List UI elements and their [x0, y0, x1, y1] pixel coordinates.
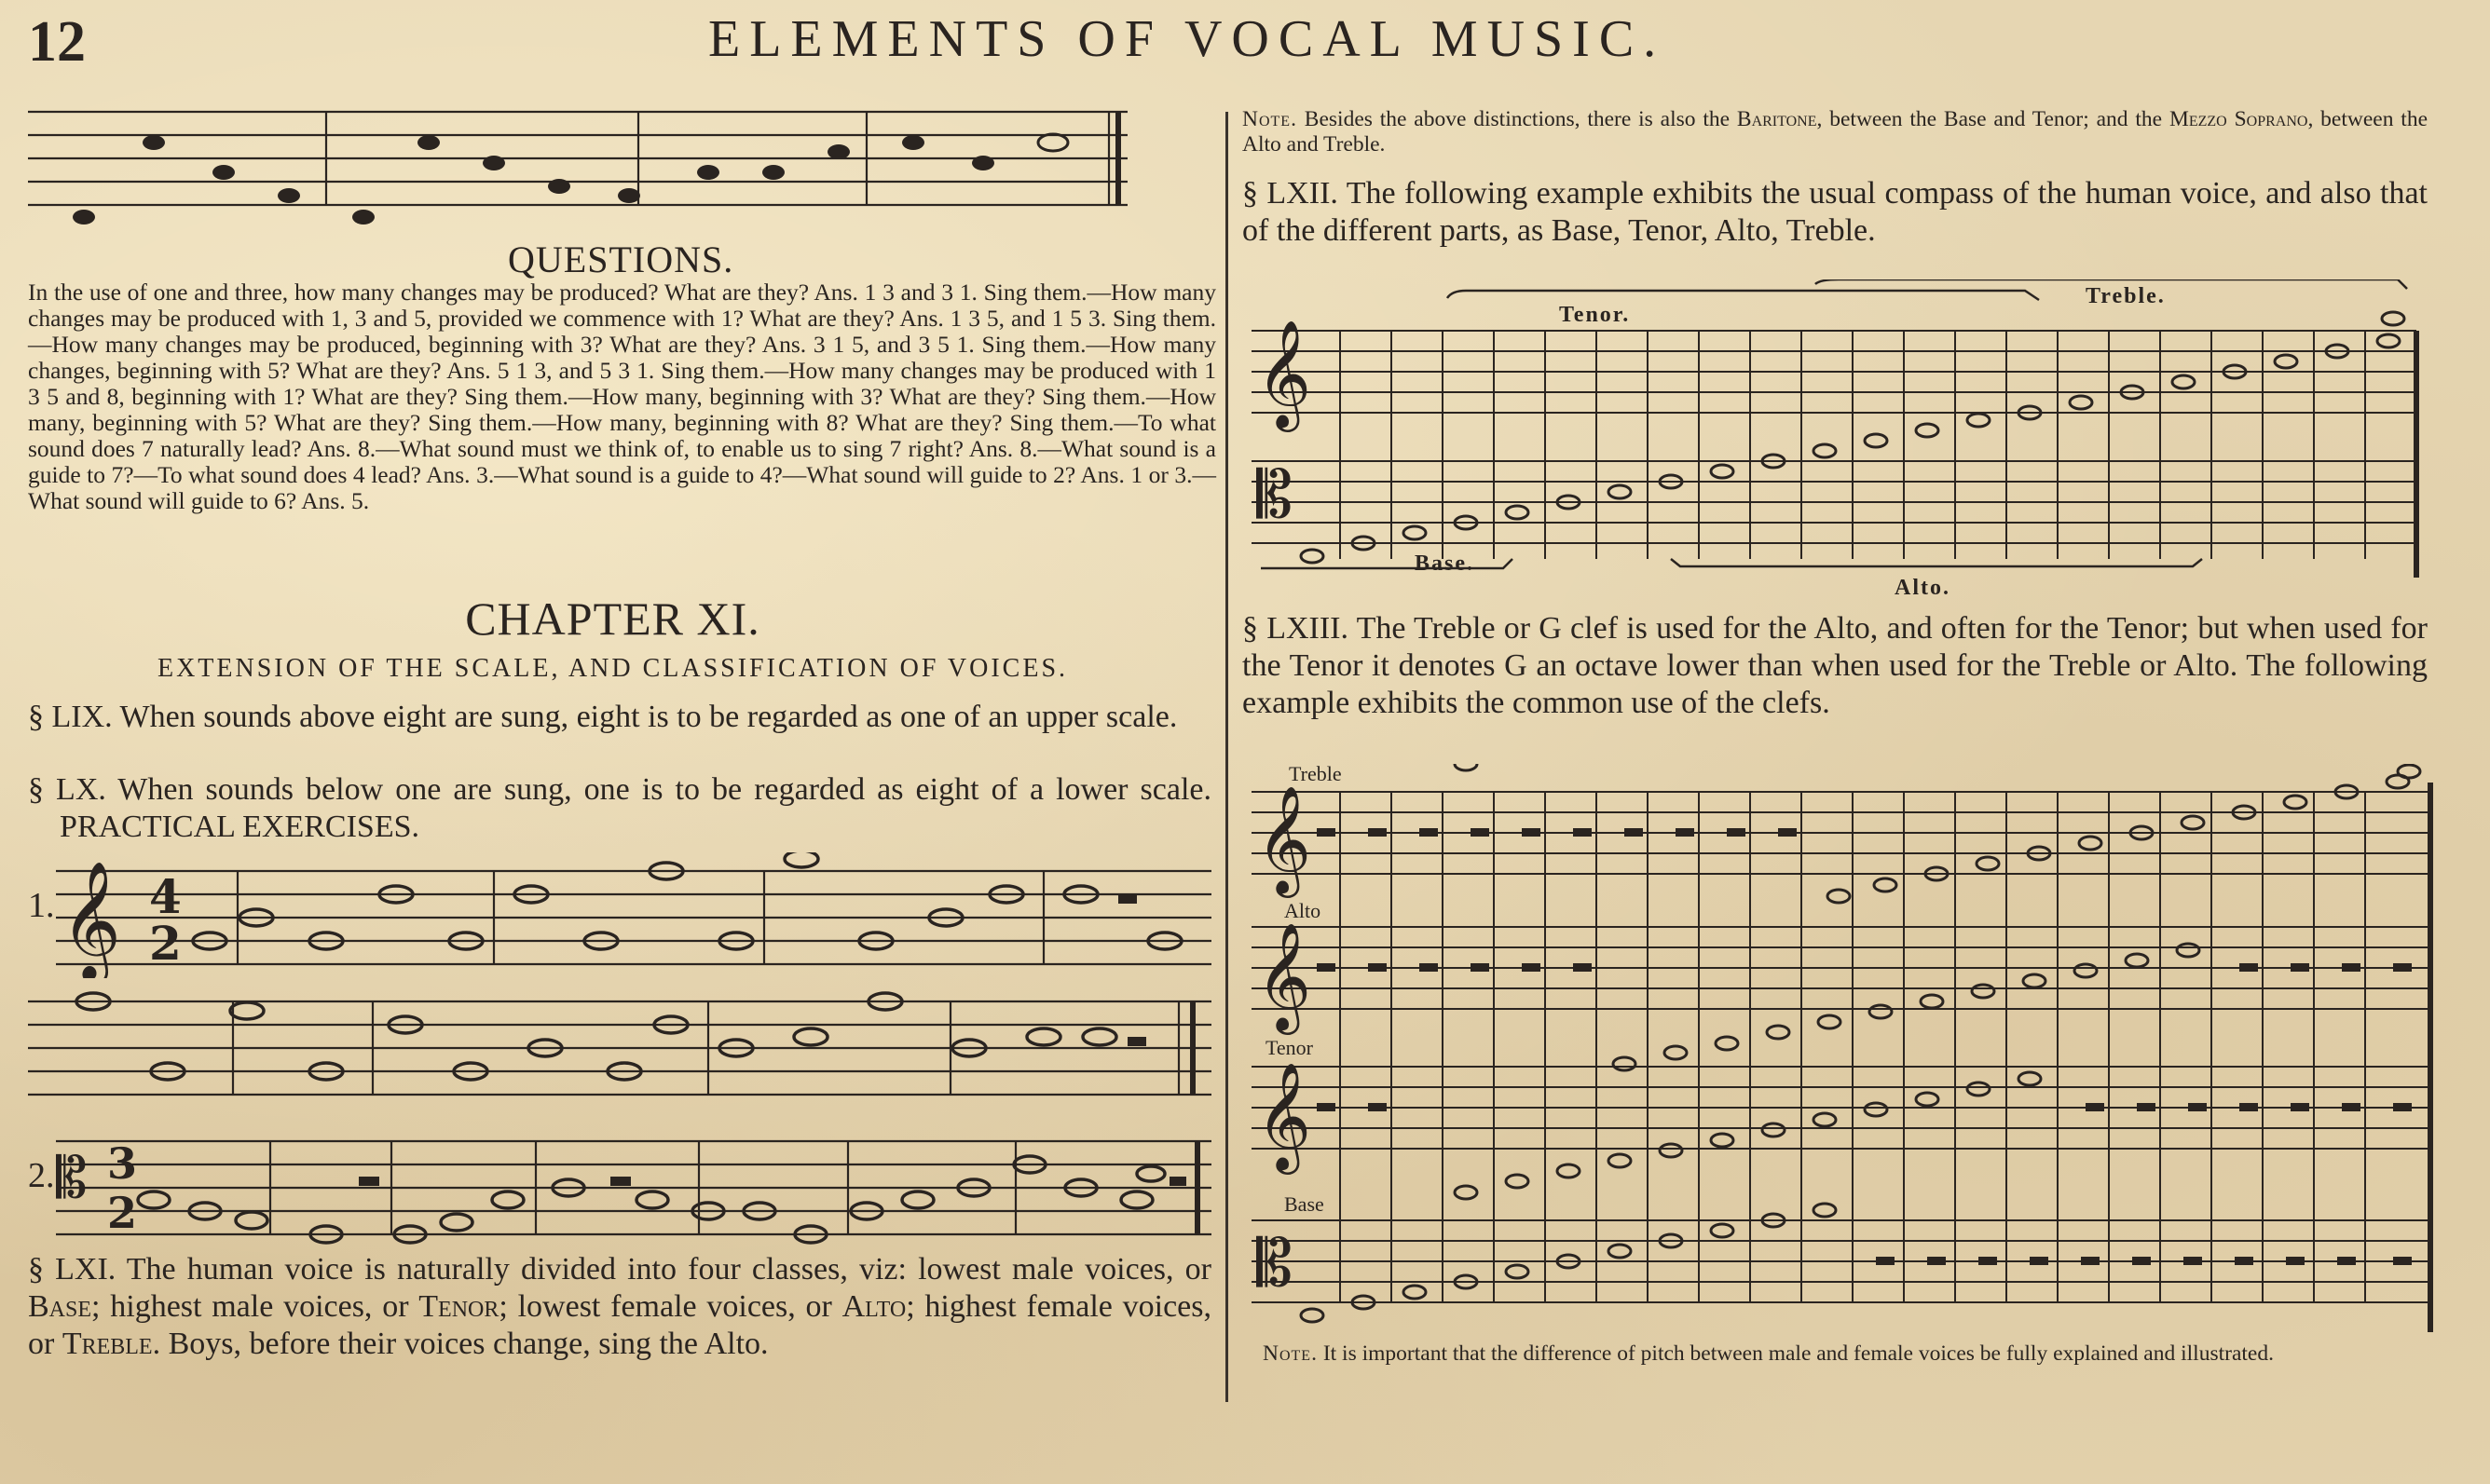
- s61-intro: § LXI. The human voice is naturally divided into four classes, viz: lowest male voices, or: [28, 1252, 1211, 1287]
- compass-label-base: Base.: [1415, 551, 1474, 576]
- compass-label-tenor: Tenor.: [1559, 303, 1631, 327]
- clef-label-base: Base: [1284, 1192, 1324, 1216]
- questions-body: In the use of one and three, how many changes may be produced? What are they? Ans. 1 3 and 3 1. Sing them.—How many changes may be produced with 1, 3 and 5, provided we commence with 1? What are they? Ans. 1 3 5, and 1 5 3. Sing them.—How many changes may be produced, beginning with 3? What are they? Ans. 3 1 5, and 3 5 1. Sing them.—How many changes, beginning with 5? What are they? Ans. 5 1 3, and 5 3 1. Sing them.—How many changes may be produced with 1 3 5 and 8, beginning with 1? What are they? Sing them.—How many, beginning with 3? What are they? Sing them.—How many, beginning with 5? What are they? Sing them.—How many, beginning with 8? What are they? Sing them.—To what sound does 7 naturally lead? Ans. 8.—What sound must we think of, to enable us to sing 7 right? Ans. 8.—What sound is a guide to 7?—To what sound does 4 lead? Ans. 3.—What sound is a guide to 4?—What sound will guide to 2? Ans. 1 or 3.—What sound will guide to 6? Ans. 5.: [28, 279, 1216, 514]
- s61-treble: Treble: [62, 1327, 153, 1361]
- practical-exercises-heading: PRACTICAL EXERCISES.: [60, 810, 420, 844]
- svg-text:𝄡: 𝄡: [56, 1146, 88, 1211]
- note1-baritone: Baritone: [1736, 107, 1817, 131]
- staff-exercise-1-line-1: [56, 852, 1211, 978]
- note1-label: Note.: [1242, 107, 1297, 131]
- note1-t2: , between the Base and Tenor; and the: [1816, 107, 2163, 131]
- clef-label-tenor: Tenor: [1266, 1036, 1313, 1059]
- clef-label-treble: Treble: [1289, 764, 1342, 785]
- note2-label: Note.: [1263, 1341, 1318, 1366]
- exercise-1-number: 1.: [28, 886, 55, 925]
- clef-label-alto: Alto: [1284, 899, 1321, 922]
- clefs-example-chart: [1242, 764, 2435, 1332]
- compass-label-treble: Treble.: [2086, 284, 2166, 308]
- compass-label-alto: Alto.: [1895, 576, 1950, 600]
- section-63: § LXIII. The Treble or G clef is used for the Alto, and often for the Tenor; but when used for the Tenor it denotes G an octave lower than when used for the Treble or Alto. The following example exhibits the common use of the clefs.: [1242, 611, 2428, 720]
- s61-alto: Alto: [841, 1289, 907, 1324]
- s61-t1: ; highest male voices, or: [91, 1289, 409, 1324]
- note-baritone: [1242, 107, 2428, 157]
- section-59: § LIX. When sounds above eight are sung, eight is to be regarded as one of an upper scale.: [28, 700, 1178, 734]
- section-62: § LXII. The following example exhibits the usual compass of the human voice, and also that of the different parts, as Base, Tenor, Alto, Treble.: [1242, 176, 2428, 248]
- s61-tenor: Tenor: [418, 1289, 499, 1324]
- section-61: [28, 1251, 1211, 1363]
- svg-text:𝄞: 𝄞: [61, 860, 122, 978]
- svg-text:𝄞: 𝄞: [1256, 921, 1312, 1030]
- note1-t3: , between the Alto and Treble.: [1242, 107, 2428, 157]
- note-pitch-difference: [1263, 1341, 2428, 1367]
- s61-t3: ; highest female voices, or: [28, 1289, 1211, 1361]
- svg-text:𝄞: 𝄞: [1256, 1061, 1312, 1170]
- ex2-time-top: 3: [107, 1138, 138, 1189]
- ex2-time-bottom: 2: [107, 1188, 138, 1238]
- page-number: 12: [28, 10, 86, 74]
- svg-text:𝄡: 𝄡: [1256, 456, 1293, 533]
- section-60-text: § LX. When sounds below one are sung, one is to be regarded as eight of a lower scale.: [28, 772, 1211, 807]
- chapter-heading: CHAPTER XI.: [465, 592, 760, 645]
- ex1-time-bottom: 2: [149, 916, 182, 971]
- column-divider: [1225, 112, 1228, 1402]
- s61-t2: ; lowest female voices, or: [499, 1289, 832, 1324]
- exercise-2-number: 2.: [28, 1156, 55, 1195]
- s61-base: Base: [28, 1289, 92, 1324]
- note1-t1: Besides the above distinctions, there is also the: [1304, 107, 1731, 131]
- note2-text: It is important that the difference of pitch between male and female voices be fully explained and illustrated.: [1322, 1341, 2274, 1366]
- staff-exercise-2: [56, 1127, 1211, 1248]
- running-head: ELEMENTS OF VOCAL MUSIC.: [708, 10, 1666, 68]
- section-60: [28, 771, 1211, 846]
- chapter-subtitle: EXTENSION OF THE SCALE, AND CLASSIFICATION OF VOICES.: [157, 654, 1069, 683]
- note1-mezzo: Mezzo Soprano: [2168, 107, 2308, 131]
- questions-heading: QUESTIONS.: [508, 238, 734, 280]
- svg-text:𝄡: 𝄡: [1256, 1225, 1293, 1301]
- s61-t4: . Boys, before their voices change, sing the Alto.: [152, 1327, 769, 1361]
- svg-text:𝄞: 𝄞: [1256, 784, 1312, 893]
- staff-previous-exercise: [28, 98, 1128, 238]
- ex1-time-top: 4: [149, 869, 182, 924]
- voice-compass-chart: [1242, 279, 2430, 601]
- staff-exercise-1-line-2: [28, 983, 1211, 1109]
- svg-text:𝄞: 𝄞: [1256, 319, 1312, 428]
